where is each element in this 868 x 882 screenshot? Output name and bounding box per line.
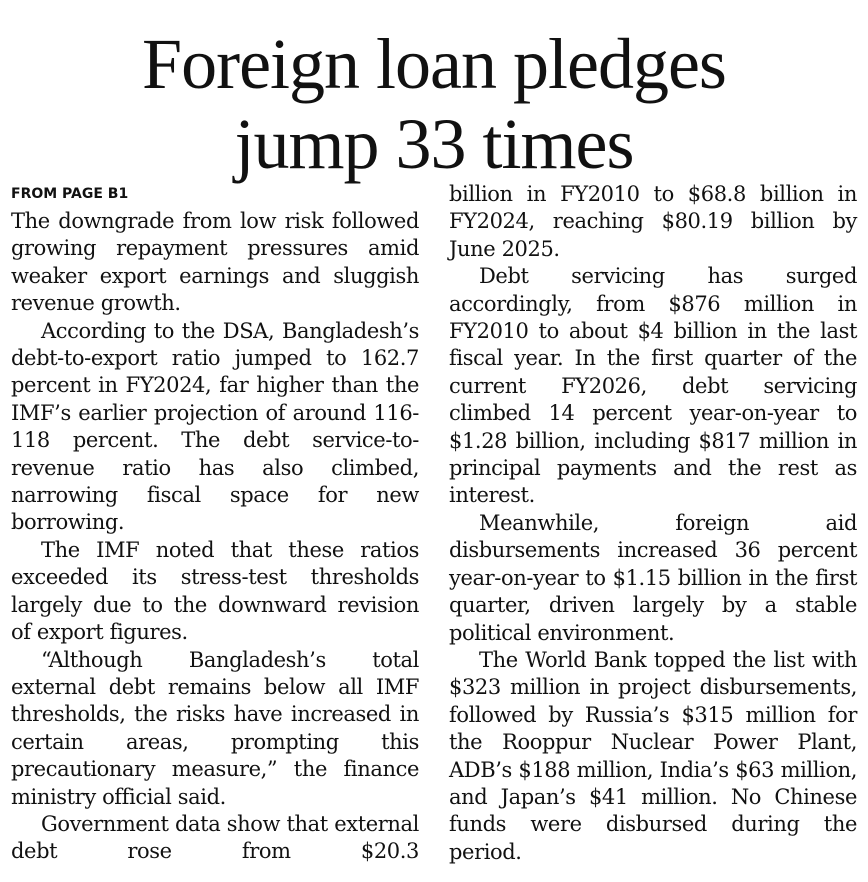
paragraph: Government data show that external debt rose from $20.3 [11, 811, 419, 864]
dateline: FROM PAGE B1 [11, 186, 129, 202]
paragraph: The downgrade from low risk followed growing repayment pressures amid weaker export earnings and sluggish revenue growth. [11, 209, 419, 316]
headline [0, 24, 868, 184]
article-column-right [449, 181, 857, 866]
paragraph: The IMF noted that these ratios exceeded its stress-test thresholds largely due to the downward revision of export figures. [11, 537, 419, 645]
paragraph: According to the DSA, Bangladesh’s debt-to-export ratio jumped to 162.7 percent in FY2024, far higher than the IMF’s earlier projection of around 116-118 percent. The debt service-to-revenue ratio has also climbed, narrowing fiscal space for new borrowing. [11, 318, 419, 535]
paragraph: “Although Bangladesh’s total external debt remains below all IMF thresholds, the risks have increased in certain areas, prompting this precautionary measure,” the finance ministry official said. [11, 647, 419, 809]
article-column-left [11, 181, 419, 866]
headline-line-2: jump 33 times [234, 104, 634, 184]
paragraph: Debt servicing has surged accordingly, from $876 million in FY2010 to about $4 billion in the last fiscal year. In the first quarter of the current FY2026, debt servicing climbed 14 percent year-on-year to $1.28 billion, including $817 million in principal payments and the rest as interest. [449, 264, 857, 508]
paragraph: billion in FY2010 to $68.8 billion in FY2024, reaching $80.19 billion by June 2025. [449, 182, 857, 261]
paragraph: Meanwhile, foreign aid disbursements increased 36 percent year-on-year to $1.15 billion in the first quarter, driven largely by a stable political environment. [449, 510, 857, 645]
paragraph: The World Bank topped the list with $323 million in project disbursements, followed by Russia’s $315 million for the Rooppur Nuclear Power Plant, ADB’s $188 million, India’s $63 million, and Japan’s $41 million. No Chinese funds were disbursed during the period. [449, 647, 857, 864]
headline-line-1: Foreign loan pledges [142, 24, 726, 104]
